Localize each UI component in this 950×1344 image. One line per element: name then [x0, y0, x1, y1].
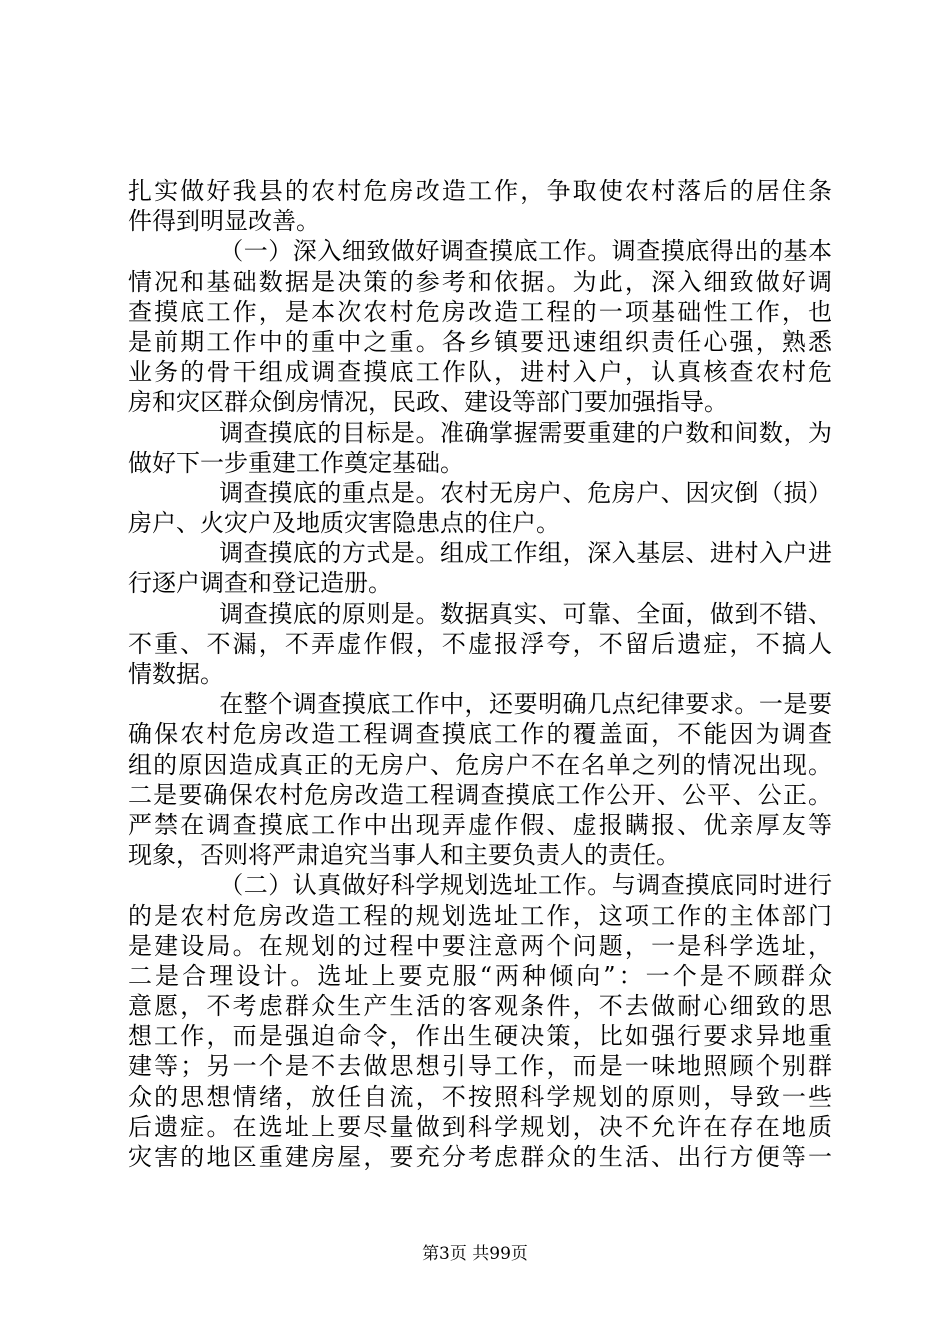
text-line: 不重、不漏，不弄虚作假，不虚报浮夸，不留后遗症，不搞人 — [128, 629, 832, 658]
text-line: 在整个调查摸底工作中，还要明确几点纪律要求。一是要 — [219, 690, 832, 719]
text-line: 想工作，而是强迫命令，作出生硬决策，比如强行要求异地重 — [128, 1022, 832, 1051]
text-line: 业务的骨干组成调查摸底工作队，进村入户，认真核查农村危 — [128, 358, 832, 387]
page-footer: 第3页 共99页 — [422, 1244, 528, 1264]
text-line: 众的思想情绪，放任自流，不按照科学规划的原则，导致一些 — [128, 1082, 832, 1111]
text-line: 房和灾区群众倒房情况，民政、建设等部门要加强指导。 — [128, 388, 728, 417]
text-line: 调查摸底的原则是。数据真实、可靠、全面，做到不错、 — [219, 599, 832, 628]
text-line: 组的原因造成真正的无房户、危房户不在名单之列的情况出现。 — [128, 750, 832, 779]
text-line: 情况和基础数据是决策的参考和依据。为此，深入细致做好调 — [128, 267, 832, 296]
text-line: 意愿，不考虑群众生产生活的客观条件，不去做耐心细致的思 — [128, 992, 832, 1021]
text-line: 行逐户调查和登记造册。 — [128, 569, 392, 598]
text-line: 调查摸底的重点是。农村无房户、危房户、因灾倒（损） — [219, 478, 832, 507]
text-line: 二是合理设计。选址上要克服“两种倾向”：一个是不顾群众 — [128, 961, 832, 990]
text-line: 调查摸底的目标是。准确掌握需要重建的户数和间数，为 — [219, 418, 832, 447]
text-line: 做好下一步重建工作奠定基础。 — [128, 448, 464, 477]
text-line: 建等；另一个是不去做思想引导工作，而是一味地照顾个别群 — [128, 1052, 832, 1081]
text-line: 后遗症。在选址上要尽量做到科学规划，决不允许在存在地质 — [128, 1112, 832, 1141]
text-line: 灾害的地区重建房屋，要充分考虑群众的生活、出行方便等一 — [128, 1143, 832, 1171]
text-line: 查摸底工作，是本次农村危房改造工程的一项基础性工作，也 — [128, 297, 832, 326]
text-line: 情数据。 — [128, 660, 224, 688]
text-line: 扎实做好我县的农村危房改造工作，争取使农村落后的居住条 — [128, 177, 832, 205]
text-line: 现象，否则将严肃追究当事人和主要负责人的责任。 — [128, 841, 680, 870]
text-line: 房户、火灾户及地质灾害隐患点的住户。 — [128, 509, 560, 538]
text-line: （二）认真做好科学规划选址工作。与调查摸底同时进行 — [219, 871, 832, 900]
text-line: 确保农村危房改造工程调查摸底工作的覆盖面，不能因为调查 — [128, 720, 832, 749]
text-line: 二是要确保农村危房改造工程调查摸底工作公开、公平、公正。 — [128, 780, 832, 809]
text-line: 件得到明显改善。 — [128, 207, 320, 236]
document-body — [128, 176, 832, 1172]
text-line: 的是农村危房改造工程的规划选址工作，这项工作的主体部门 — [128, 901, 832, 930]
text-line: 调查摸底的方式是。组成工作组，深入基层、进村入户进 — [219, 539, 832, 568]
text-line: 是建设局。在规划的过程中要注意两个问题，一是科学选址， — [128, 931, 832, 960]
text-line: （一）深入细致做好调查摸底工作。调查摸底得出的基本 — [219, 237, 832, 266]
text-line: 严禁在调查摸底工作中出现弄虚作假、虚报瞒报、优亲厚友等 — [128, 810, 832, 839]
text-line: 是前期工作中的重中之重。各乡镇要迅速组织责任心强，熟悉 — [128, 327, 832, 356]
